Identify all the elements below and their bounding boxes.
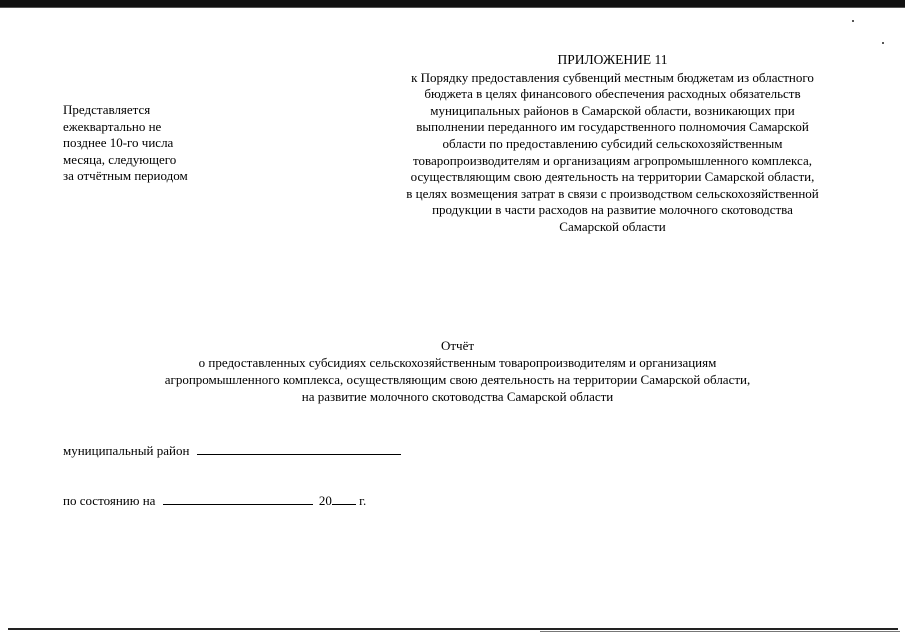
- district-field: [63, 442, 401, 459]
- top-border-thin: [0, 7, 905, 8]
- appendix-line: товаропроизводителям и организациям агропромышленного комплекса,: [413, 152, 812, 168]
- appendix-block: [360, 52, 865, 236]
- appendix-line: продукции в части расходов на развитие молочного скотоводства: [432, 202, 793, 218]
- appendix-line: в целях возмещения затрат в связи с производством сельскохозяйственной: [406, 185, 819, 201]
- appendix-line: области по предоставлению субсидий сельскохозяйственным: [442, 135, 783, 151]
- report-subtitle-line: агропромышленного комплекса, осуществляющим свою деятельность на территории Самарской области,: [164, 372, 751, 387]
- appendix-line: выполнении переданного им государственного полномочия Самарской: [416, 119, 809, 135]
- date-blank[interactable]: [163, 492, 313, 505]
- year-suffix: г.: [359, 493, 367, 508]
- scan-speck: [852, 20, 854, 22]
- appendix-line: к Порядку предоставления субвенций местным бюджетам из областного: [411, 69, 814, 85]
- appendix-line: бюджета в целях финансового обеспечения расходных обязательств: [424, 86, 801, 102]
- appendix-line: Самарской области: [559, 218, 666, 234]
- district-label: муниципальный район: [63, 443, 190, 458]
- top-border: [0, 0, 905, 7]
- note-line: ежеквартально не: [63, 118, 162, 134]
- report-subtitle-line: на развитие молочного скотоводства Самарской области: [301, 389, 614, 404]
- report-title: Отчёт: [440, 338, 475, 353]
- appendix-line: осуществляющим свою деятельность на территории Самарской области,: [410, 169, 815, 185]
- scan-speck: [882, 42, 884, 44]
- note-line: за отчётным периодом: [63, 168, 188, 184]
- note-line: месяца, следующего: [63, 151, 177, 167]
- date-label: по состоянию на: [63, 493, 156, 508]
- note-line: Представляется: [63, 102, 151, 117]
- year-blank[interactable]: [332, 492, 356, 505]
- year-prefix: 20: [318, 493, 332, 508]
- date-field: [63, 492, 366, 509]
- bottom-border: [8, 628, 898, 630]
- bottom-border-thin: [540, 631, 900, 632]
- submission-note: [63, 102, 233, 185]
- appendix-line: муниципальных районов в Самарской области, возникающих при: [430, 102, 795, 118]
- district-blank[interactable]: [197, 442, 401, 455]
- appendix-title: ПРИЛОЖЕНИЕ 11: [557, 52, 668, 67]
- note-line: позднее 10-го числа: [63, 135, 174, 151]
- report-heading: [90, 337, 825, 405]
- report-subtitle-line: о предоставленных субсидиях сельскохозяйственным товаропроизводителям и организациям: [198, 355, 717, 370]
